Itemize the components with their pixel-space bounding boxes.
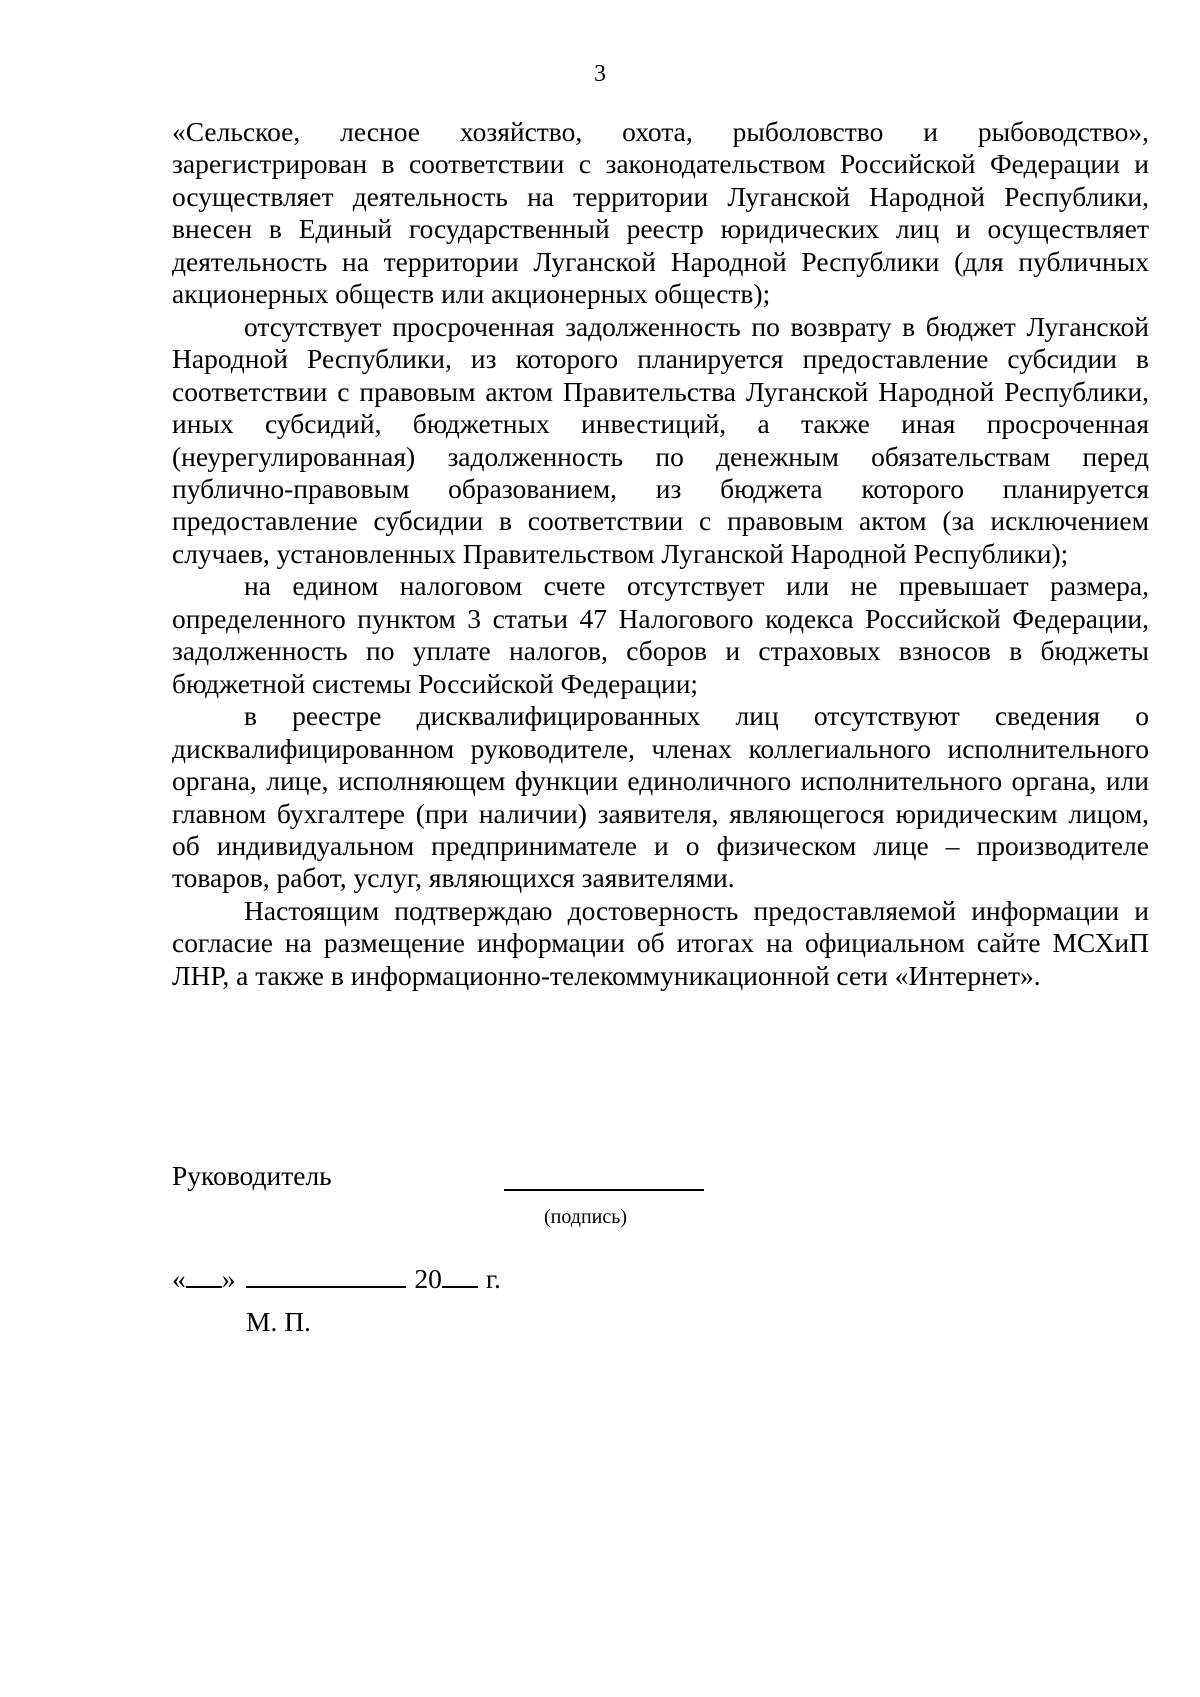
month-blank <box>246 1262 406 1288</box>
signature-block <box>172 1160 1152 1337</box>
signature-caption: (подпись) <box>544 1206 628 1228</box>
seal-label: М. П. <box>246 1306 311 1337</box>
paragraph-tax-account: на едином налоговом счете отсутствует или не превышает размера, определенного пунктом 3 статьи 47 Налогового кодекса Российской Федерации, задолженность по уплате налогов, сборов и страховых взносов в бюджеты бюджетной системы Российской Федерации; <box>172 570 1149 699</box>
signature-line <box>504 1189 704 1191</box>
date-row <box>172 1262 501 1295</box>
page-number: 3 <box>594 61 606 87</box>
date-close-quote: » <box>221 1263 236 1294</box>
day-blank <box>186 1262 222 1288</box>
signer-role: Руководитель <box>172 1160 332 1191</box>
date-open-quote: « <box>172 1263 186 1294</box>
paragraph-no-overdue-debt: отсутствует просроченная задолженность по возврату в бюджет Луганской Народной Республики, из которого планируется предоставление субсидии в соответствии с правовым актом Правительства Луганской Народной Республики, иных субсидий, бюджетных инвестиций, а также иная просроченная (неурегулированная) задолженность по денежным обязательствам перед публично-правовым образованием, из бюджета которого планируется предоставление субсидии в соответствии с правовым актом (за исключением случаев, установленных Правительством Луганской Народной Республики); <box>172 310 1149 569</box>
year-blank <box>442 1262 478 1288</box>
year-prefix: 20 <box>414 1263 442 1294</box>
paragraph-eligibility-registration: «Сельское, лесное хозяйство, охота, рыболовство и рыбоводство», зарегистрирован в соответствии с законодательством Российской Федерации и осуществляет деятельность на территории Луганской Народной Республики, внесен в Единый государственный реестр юридических лиц и осуществляет деятельность на территории Луганской Народной Республики (для публичных акционерных обществ или акционерных обществ); <box>172 116 1149 310</box>
year-suffix: г. <box>485 1263 501 1294</box>
document-body <box>172 116 1149 992</box>
paragraph-confirmation: Настоящим подтверждаю достоверность предоставляемой информации и согласие на размещение информации об итогах на официальном сайте МСХиП ЛНР, а также в информационно-телекоммуникационной сети «Интернет». <box>172 894 1149 991</box>
paragraph-disqualified-registry: в реестре дисквалифицированных лиц отсутствуют сведения о дисквалифицированном руководителе, членах коллегиального исполнительного органа, лице, исполняющем функции единоличного исполнительного органа, или главном бухгалтере (при наличии) заявителя, являющегося юридическим лицом, об индивидуальном предпринимателе и о физическом лице – производителе товаров, работ, услуг, являющихся заявителями. <box>172 700 1149 894</box>
